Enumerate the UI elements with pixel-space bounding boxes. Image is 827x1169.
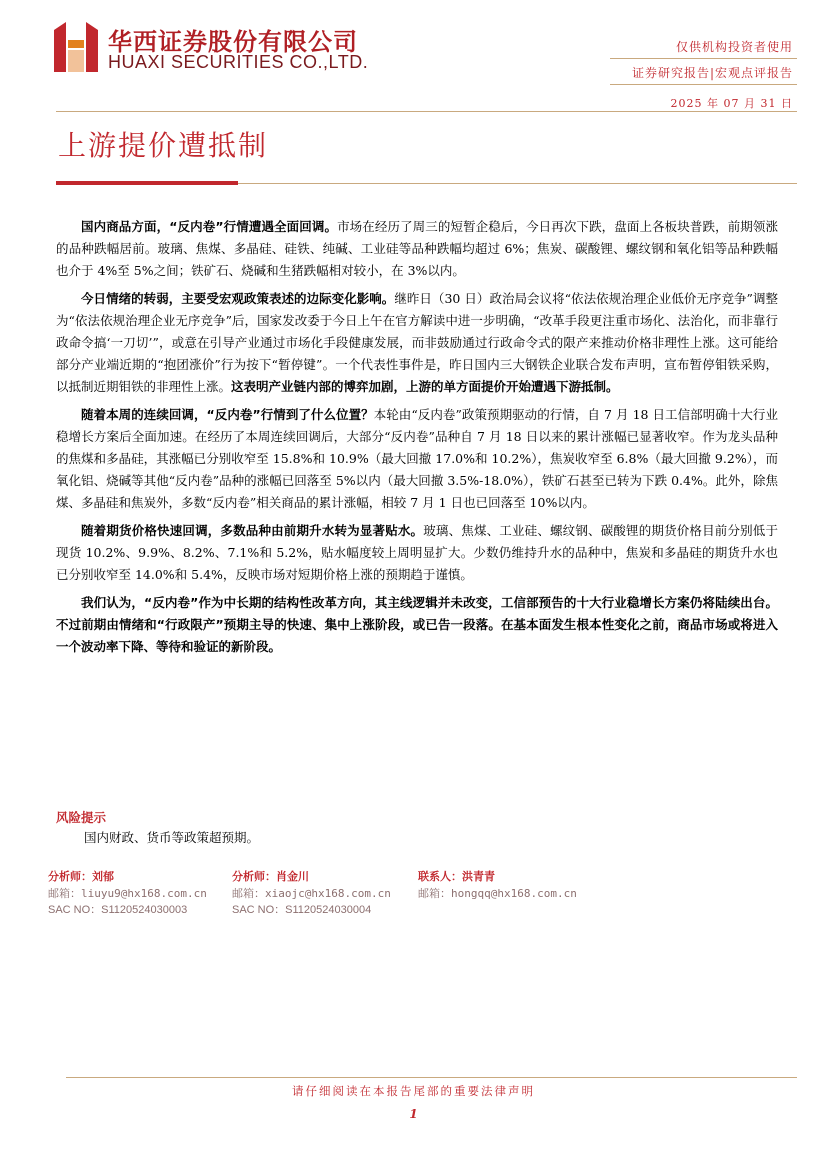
paragraph [56, 404, 778, 514]
risk-heading: 风险提示 [56, 810, 107, 825]
analyst-contact [48, 868, 207, 919]
contact-email[interactable]: 邮箱：hongqq@hx168.com.cn [418, 887, 577, 900]
page-number: 1 [409, 1107, 418, 1121]
paragraph [56, 520, 778, 586]
paragraph [56, 592, 778, 658]
title-accent-bar [56, 181, 238, 185]
header-divider [610, 58, 797, 59]
footer-divider [66, 1077, 797, 1078]
paragraph-text: 本轮由“反内卷”政策预期驱动的行情，自 7 月 18 日工信部明确十大行业稳增长方案后全面加速。在经历了本周连续回调后，大部分“反内卷”品种自 7 月 18 日以来的累计涨幅已显著收窄。作为龙头品种的焦煤和多晶硅，其涨幅已分别收窄至 15.8%和 10.9%（最大回撤 17.0%和 10.2%），焦炭收窄至 6.8%（最大回撤 9.2%），而氧化铝、烧碱等其他“反内卷”品种的涨幅已回落至 5%以内（最大回撤 3.5%-18.0%），铁矿石甚至已转为下跌 0.4%。此外，除焦煤、多晶硅和焦炭外，多数“反内卷”相关商品的累计涨幅，相较 7 月 1 日也已回落至 10%以内。 [56, 407, 778, 510]
contact-name: 联系人：洪青青 [418, 870, 495, 883]
paragraph-lead: 随着期货价格快速回调，多数品种由前期升水转为显著贴水。 [81, 523, 424, 538]
legal-notice: 请仔细阅读在本报告尾部的重要法律声明 [292, 1084, 535, 1098]
analyst-name: 分析师：肖金川 [232, 870, 309, 883]
paragraph-lead: 国内商品方面，“反内卷”行情遭遇全面回调。 [81, 219, 338, 234]
audience-label: 仅供机构投资者使用 [675, 40, 793, 54]
analyst-sac: SAC NO：S1120524030003 [48, 904, 188, 916]
analyst-name: 分析师：刘郁 [48, 870, 114, 883]
paragraph-lead: 今日情绪的转弱，主要受宏观政策表述的边际变化影响。 [81, 291, 395, 306]
analyst-contact [232, 868, 391, 919]
paragraph [56, 288, 778, 398]
paragraph-text: 玻璃、焦煤、工业硅、螺纹钢、碳酸锂的期货价格目前分别低于现货 10.2%、9.9%、8.2%、7.1%和 5.2%，贴水幅度较上周明显扩大。少数仍维持升水的品种中，焦炭和多晶硅的期货升水也已分别收窄至 14.0%和 5.4%，反映市场对短期价格上涨的预期趋于谨慎。 [56, 523, 778, 582]
date-divider [56, 111, 797, 112]
paragraph-text: 继昨日（30 日）政治局会议将“依法依规治理企业低价无序竞争”调整为“依法依规治理企业无序竞争”后，国家发改委于今日上午在官方解读中进一步明确，“改革手段更注重市场化、法治化，而非靠行政命令搞‘一刀切’”，或意在引导产业通过市场化手段健康发展，而非鼓励通过行政命令式的限产来推动价格非理性上涨。这可能给部分产业端近期的“抱团涨价”行为按下“暂停键”。一个代表性事件是，昨日国内三大钢铁企业联合发布声明，宣布暂停钼铁采购，以抵制近期钼铁的非理性上涨。 [56, 291, 778, 394]
company-name-en: HUAXI SECURITIES CO.,LTD. [108, 52, 369, 72]
report-type-label: 证券研究报告|宏观点评报告 [631, 66, 793, 80]
analyst-email[interactable]: 邮箱：liuyu9@hx168.com.cn [48, 887, 207, 900]
paragraph-lead: 我们认为，“反内卷”作为中长期的结构性改革方向，其主线逻辑并未改变，工信部预告的十大行业稳增长方案仍将陆续出台。不过前期由情绪和“行政限产”预期主导的快速、集中上涨阶段，或已告一段落。在基本面发生根本性变化之前，商品市场或将进入一个波动率下降、等待和验证的新阶段。 [56, 595, 778, 654]
paragraph-text: 市场在经历了周三的短暂企稳后，今日再次下跌，盘面上各板块普跌，前期领涨的品种跌幅居前。玻璃、焦煤、多晶硅、硅铁、纯碱、工业硅等品种跌幅均超过 6%；焦炭、碳酸锂、螺纹钢和氧化铝等品种跌幅也介于 4%至 5%之间；铁矿石、烧碱和生猪跌幅相对较小，在 3%以内。 [56, 219, 778, 278]
report-date: 2025 年 07 月 31 日 [670, 97, 793, 110]
huaxi-logo-icon [54, 22, 98, 72]
paragraph [56, 216, 778, 282]
analyst-email[interactable]: 邮箱：xiaojc@hx168.com.cn [232, 887, 391, 900]
risk-text: 国内财政、货币等政策超预期。 [84, 830, 260, 845]
contact-person [418, 868, 577, 902]
paragraph-conclusion: 这表明产业链内部的博弈加剧，上游的单方面提价开始遭遇下游抵制。 [231, 379, 619, 394]
company-name-cn: 华西证券股份有限公司 [108, 28, 358, 56]
header-divider [610, 84, 797, 85]
report-body [56, 216, 778, 664]
paragraph-lead: 随着本周的连续回调，“反内卷”行情到了什么位置？ [81, 407, 374, 422]
analyst-sac: SAC NO：S1120524030004 [232, 904, 372, 916]
report-title: 上游提价遭抵制 [58, 129, 269, 162]
title-divider [238, 183, 797, 184]
